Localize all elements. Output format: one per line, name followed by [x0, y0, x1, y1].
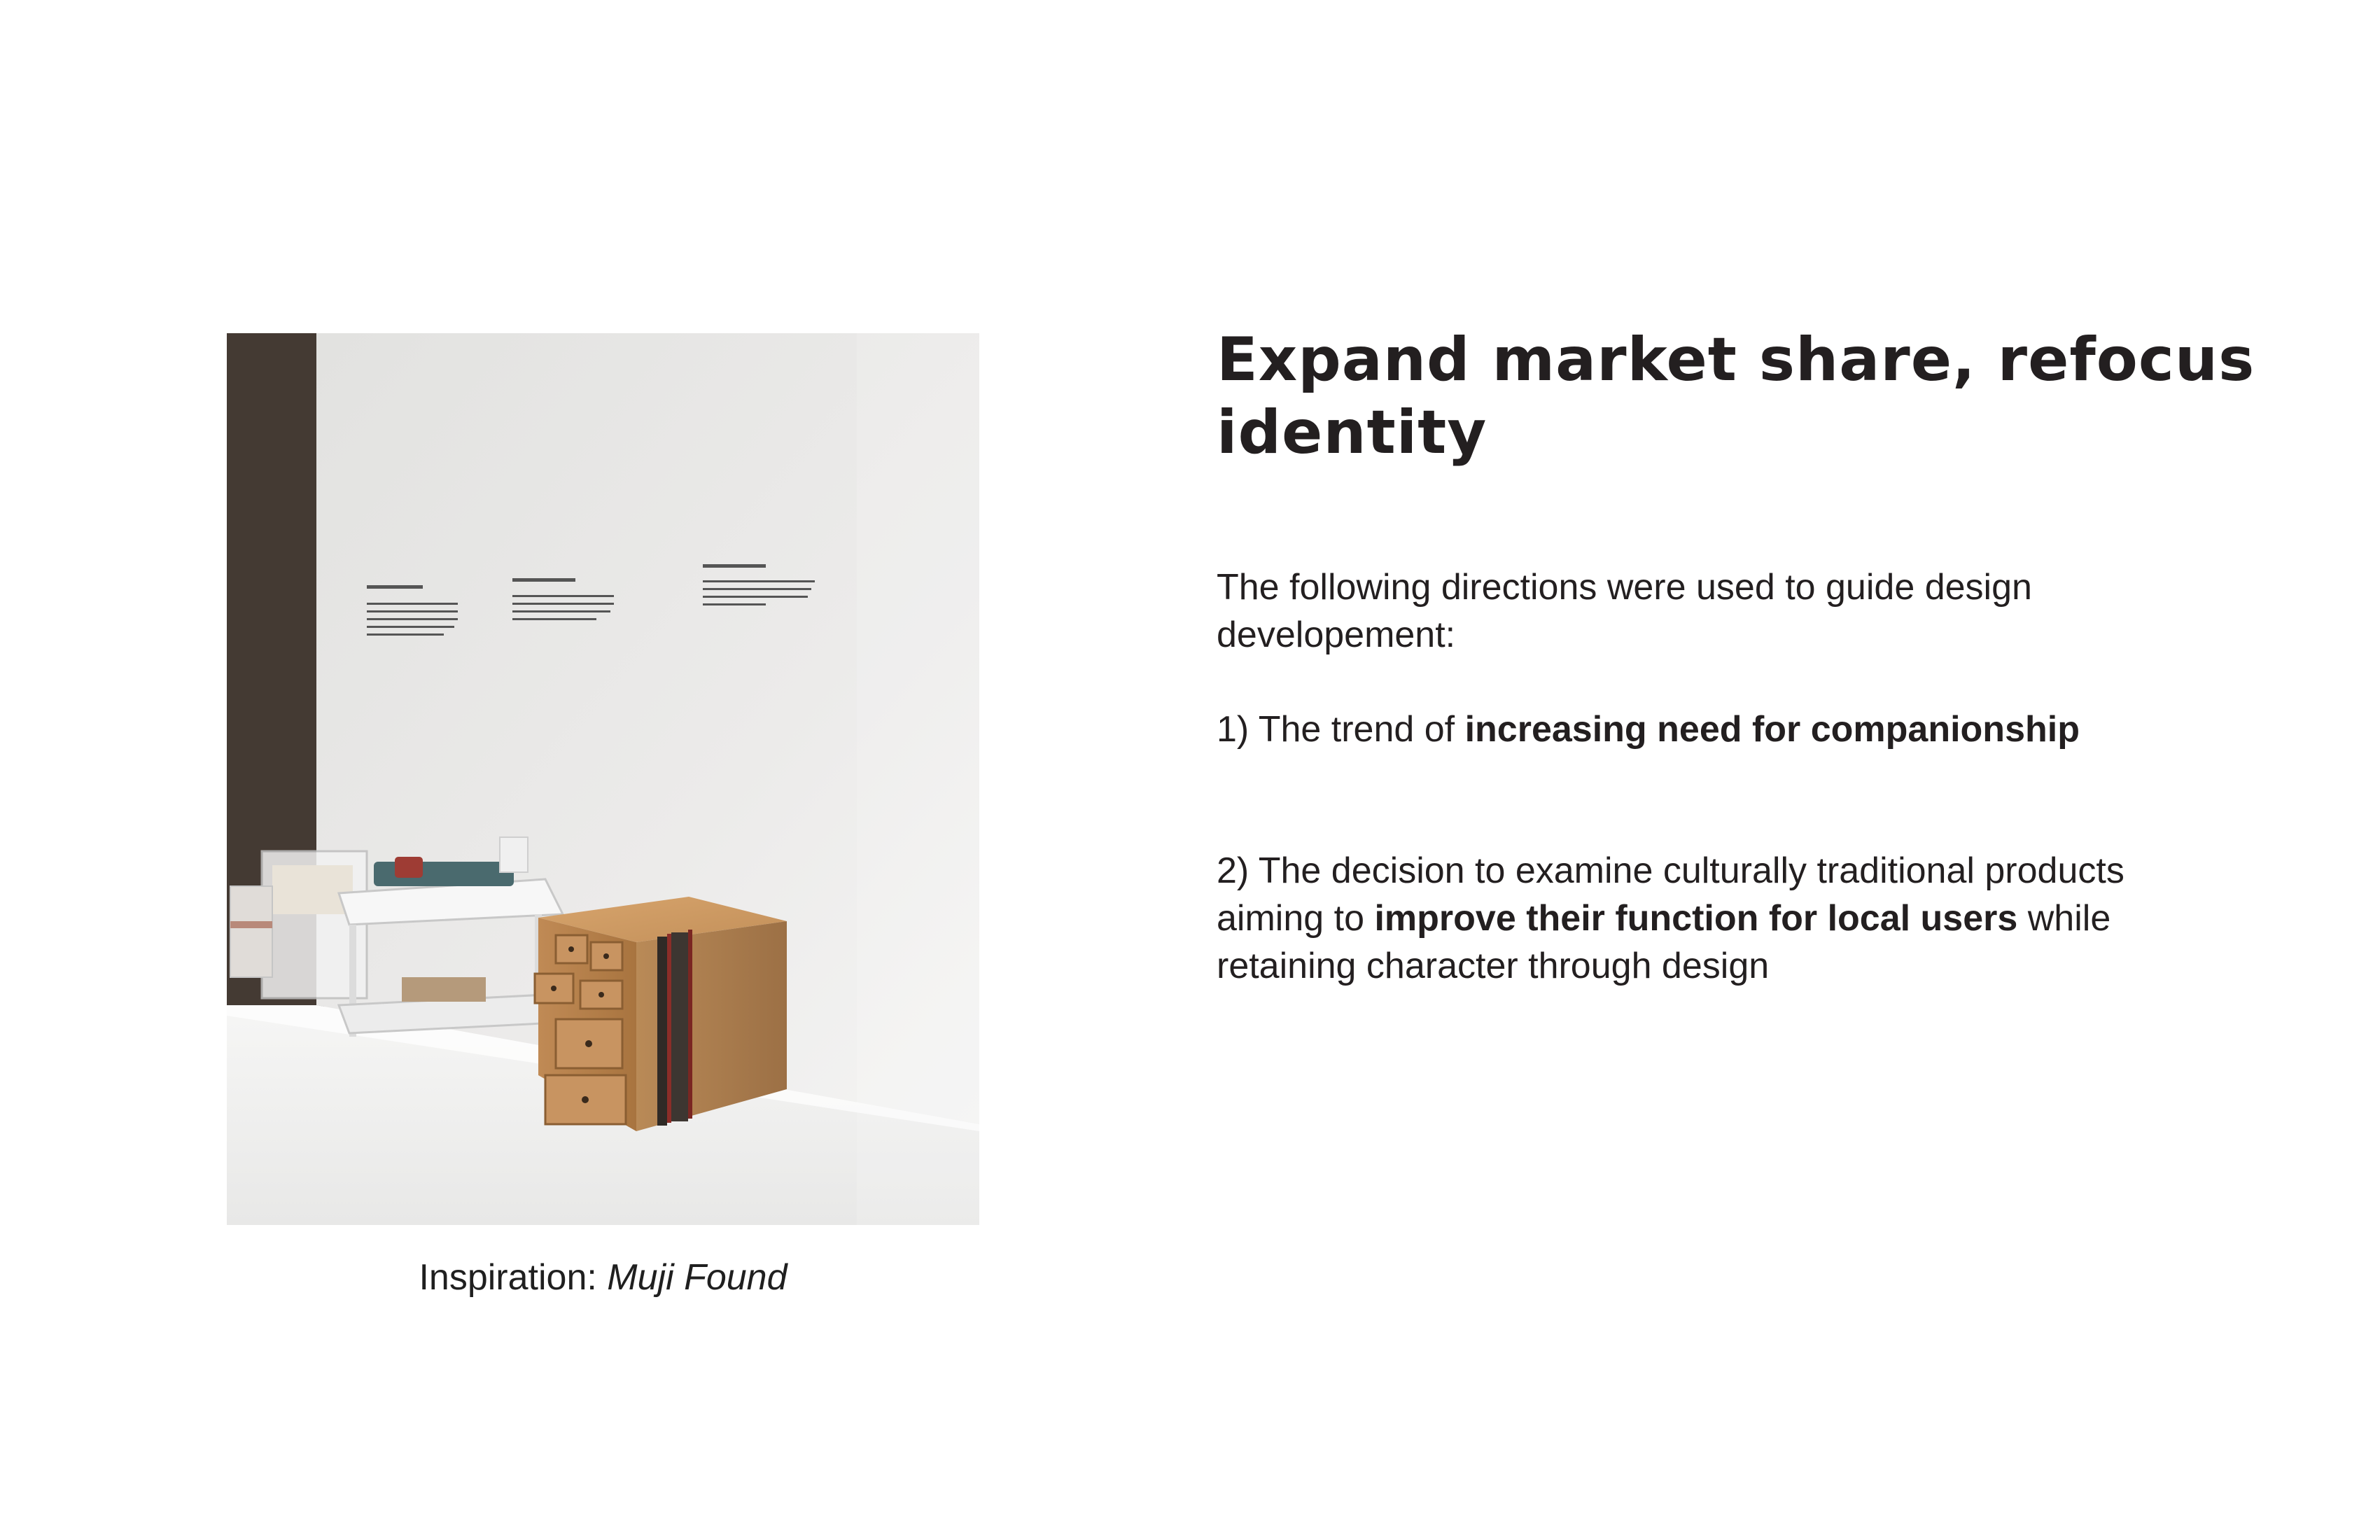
- direction-1-prefix: 1) The trend of: [1217, 709, 1465, 750]
- caption-name: Muji Found: [607, 1257, 788, 1298]
- direction-2-emphasis: improve their function for local users: [1374, 898, 2018, 939]
- photo-caption: [227, 1256, 979, 1298]
- direction-2-suffix: while retaining character through design: [1217, 898, 2111, 986]
- caption-prefix: Inspiration:: [419, 1257, 608, 1298]
- inspiration-photo: [227, 333, 979, 1225]
- direction-1: [1217, 706, 2197, 753]
- direction-2-prefix: 2) The decision to examine culturally traditional products aiming to: [1217, 850, 2124, 939]
- intro-text: The following directions were used to guide design developement:: [1217, 567, 2032, 655]
- direction-1-emphasis: increasing need for companionship: [1464, 709, 2080, 750]
- direction-2: [1217, 847, 2197, 990]
- page-title: Expand market share, refocus identity: [1217, 325, 2255, 468]
